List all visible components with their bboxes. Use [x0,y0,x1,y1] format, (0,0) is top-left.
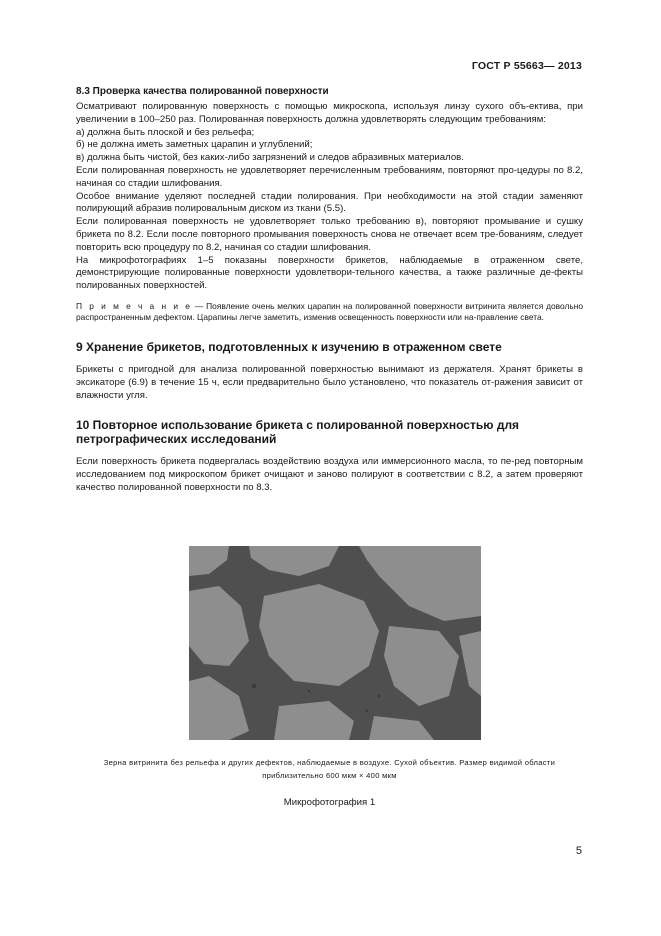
main-content [76,86,583,495]
figure-caption [76,756,583,782]
micrograph-image [189,546,481,740]
requirement-b: б) не должна иметь заметных царапин и углублений; [76,139,313,151]
section-10-title: 10 Повторное использование брикета с полированной поверхностью для петрографических исследований [76,418,520,447]
requirement-a: а) должна быть плоской и без рельефа; [76,126,255,138]
pore [252,684,256,688]
paragraph-micrographs: На микрофотографиях 1–5 показаны поверхности брикетов, наблюдаемые в отраженном свете, демонстрирующие полированные поверхности удовлетвори-тельного качества, а также различные де-фекты полированных поверхностей. [76,254,583,292]
standard-designation: ГОСТ Р 55663— 2013 [471,60,582,72]
page-number: 5 [575,845,582,857]
note [76,301,583,324]
note-text: — Появление очень мелких царапин на полированной поверхности витринита является довольно распространенным дефектом. Царапины легче заметить, изменив освещенность поверхности или на-правление света. [76,300,583,323]
note-label: П р и м е ч а н и е [76,300,193,311]
section-8-3-title: 8.3 Проверка качества полированной поверхности [76,86,329,97]
pore [308,690,310,692]
pore [378,695,381,698]
paragraph-attention: Особое внимание уделяют последней стадии полирования. При необходимости на этой стадии заменяют полирующий абразив полировальным диском из ткани (5.5). [76,190,583,215]
section-9-text: Брикеты с пригодной для анализа полированной поверхностью вынимают из держателя. Хранят брикеты в эксикаторе (6.9) в течение 15 ч, если предварительно было установлено, что показатель от-ражения зависит от влажности угля. [76,363,583,401]
figure-label: Микрофотография 1 [283,797,376,808]
caption-line-2: приблизительно 600 мкм × 400 мкм [262,771,397,780]
caption-line-1: Зерна витринита без рельефа и других дефектов, наблюдаемые в воздухе. Сухой объектив. Размер видимой области [103,758,556,767]
section-9-title: 9 Хранение брикетов, подготовленных к изучению в отраженном свете [76,339,502,354]
paragraph-repeat: Если полированная поверхность не удовлетворяет перечисленным требованиям, повторяют про-цедуры по 8.2, начиная со стадии шлифования. [76,164,583,189]
requirement-c: в) должна быть чистой, без каких-либо загрязнений и следов абразивных материалов. [76,152,464,164]
paragraph-intro: Осматривают полированную поверхность с помощью микроскопа, используя линзу сухого объ-ектива, при увеличении в 100–250 раз. Полированная поверхность должна удовлетворять следующим требованиям: [76,101,583,125]
paragraph-rewash: Если полированная поверхность не удовлетворяет только требованию в), повторяют промывание и сушку брикета по 8.2. Если после повторного промывания поверхность снова не отвечает всем тре-бованиям, следует повторить всю процедуру по 8.2, начиная со стадии шлифования. [76,216,583,253]
pore [366,710,369,713]
section-10-text: Если поверхность брикета подвергалась воздействию воздуха или иммерсионного масла, то пе-ред повторным исследованием под микроскопом брикет очищают и заново полируют в соответствии с 8.2, а затем проверяют качество полированной поверхности по 8.3. [76,456,583,493]
